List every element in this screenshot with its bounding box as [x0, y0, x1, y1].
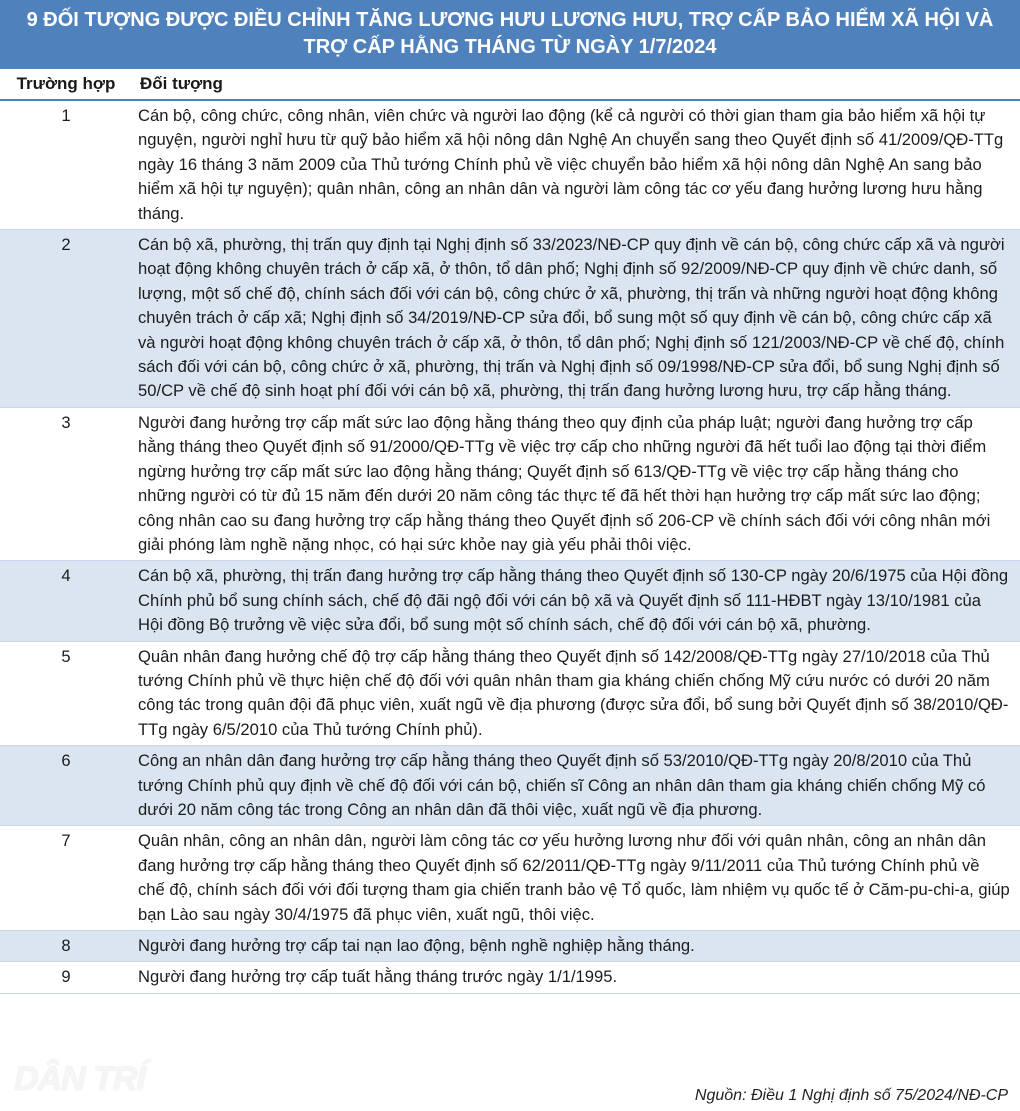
- case-number: 2: [0, 230, 132, 408]
- case-number: 5: [0, 641, 132, 746]
- header-case: Trường hợp: [0, 69, 132, 100]
- subject-text: Người đang hưởng trợ cấp tai nạn lao động, bệnh nghề nghiệp hằng tháng.: [132, 931, 1020, 962]
- subject-text: Công an nhân dân đang hưởng trợ cấp hằng tháng theo Quyết định số 53/2010/QĐ-TTg ngày 20/8/2010 của Thủ tướng Chính phủ quy định về chế độ đối với cán bộ, chiến sĩ Công an nhân dân tham gia kháng chiến chống Mỹ có dưới 20 năm công tác trong Công an nhân dân đã thôi việc, xuất ngũ về địa phương.: [132, 746, 1020, 826]
- table-row: [0, 931, 1020, 962]
- subject-text: Quân nhân đang hưởng chế độ trợ cấp hằng tháng theo Quyết định số 142/2008/QĐ-TTg ngày 27/10/2018 của Thủ tướng Chính phủ về thực hiện chế độ đối với quân nhân tham gia kháng chiến chống Mỹ cứu nước có dưới 20 năm công tác trong quân đội đã phục viên, xuất ngũ về địa phương (được sửa đổi, bổ sung bởi Quyết định số 38/2010/QĐ-TTg ngày 6/5/2010 của Thủ tướng Chính phủ).: [132, 641, 1020, 746]
- case-number: 3: [0, 407, 132, 560]
- table-row: [0, 746, 1020, 826]
- table-row: [0, 100, 1020, 230]
- table-header-row: [0, 69, 1020, 100]
- case-number: 8: [0, 931, 132, 962]
- source-note: Nguồn: Điều 1 Nghị định số 75/2024/NĐ-CP: [694, 1087, 1008, 1104]
- subjects-table: [0, 69, 1020, 994]
- case-number: 6: [0, 746, 132, 826]
- header-subject: Đối tượng: [132, 69, 1020, 100]
- table-row: [0, 230, 1020, 408]
- subject-text: Cán bộ xã, phường, thị trấn quy định tại Nghị định số 33/2023/NĐ-CP quy định về cán bộ, công chức cấp xã và người hoạt động không chuyên trách ở cấp xã, ở thôn, tổ dân phố; Nghị định số 92/2009/NĐ-CP quy định về chức danh, số lượng, một số chế độ, chính sách đối với cán bộ, công chức ở xã, phường, thị trấn và những người hoạt động không chuyên trách ở cấp xã; Nghị định số 34/2019/NĐ-CP sửa đổi, bổ sung một số quy định về cán bộ, công chức cấp xã và người hoạt động không chuyên trách ở cấp xã, ở thôn, tổ dân phố; Nghị định số 121/2003/NĐ-CP về chế độ, chính sách đối với cán bộ, công chức ở xã, phường, thị trấn và Nghị định số 09/1998/NĐ-CP sửa đổi, bổ sung Nghị định số 50/CP về chế độ sinh hoạt phí đối với cán bộ xã, phường, thị trấn đang hưởng lương hưu, trợ cấp hằng tháng.: [132, 230, 1020, 408]
- table-row: [0, 641, 1020, 746]
- subject-text: Cán bộ, công chức, công nhân, viên chức và người lao động (kể cả người có thời gian tham gia bảo hiểm xã hội tự nguyện, người nghỉ hưu từ quỹ bảo hiểm xã hội nông dân Nghệ An chuyển sang theo Quyết định số 41/2009/QĐ-TTg ngày 16 tháng 3 năm 2009 của Thủ tướng Chính phủ về việc chuyển bảo hiểm xã hội nông dân Nghệ An sang bảo hiểm xã hội tự nguyện); quân nhân, công an nhân dân và người làm công tác cơ yếu đang hưởng lương hưu hằng tháng.: [132, 100, 1020, 230]
- table-row: [0, 407, 1020, 560]
- case-number: 9: [0, 962, 132, 993]
- case-number: 7: [0, 826, 132, 931]
- table-row: [0, 826, 1020, 931]
- subject-text: Người đang hưởng trợ cấp mất sức lao động hằng tháng theo quy định của pháp luật; người đang hưởng trợ cấp hằng tháng theo Quyết định số 91/2000/QĐ-TTg về việc trợ cấp cho những người đã hết tuổi lao động tại thời điểm ngừng hưởng trợ cấp mất sức lao động hằng tháng; Quyết định số 613/QĐ-TTg về việc trợ cấp hằng tháng cho những người có từ đủ 15 năm đến dưới 20 năm công tác thực tế đã hết thời hạn hưởng trợ cấp mất sức lao động; công nhân cao su đang hưởng trợ cấp hằng tháng theo Quyết định số 206-CP về chính sách đối với công nhân mới giải phóng làm nghề nặng nhọc, có hại sức khỏe nay già yếu phải thôi việc.: [132, 407, 1020, 560]
- table-row: [0, 561, 1020, 641]
- subject-text: Người đang hưởng trợ cấp tuất hằng tháng trước ngày 1/1/1995.: [132, 962, 1020, 993]
- subject-text: Cán bộ xã, phường, thị trấn đang hưởng trợ cấp hằng tháng theo Quyết định số 130-CP ngày 20/6/1975 của Hội đồng Chính phủ bổ sung chính sách, chế độ đãi ngộ đối với cán bộ xã và Quyết định số 111-HĐBT ngày 13/10/1981 của Hội đồng Bộ trưởng về việc sửa đổi, bổ sung một số chính sách, chế độ đối với cán bộ xã, phường.: [132, 561, 1020, 641]
- page-title: 9 ĐỐI TƯỢNG ĐƯỢC ĐIỀU CHỈNH TĂNG LƯƠNG HƯU LƯƠNG HƯU, TRỢ CẤP BẢO HIỂM XÃ HỘI VÀ TRỢ CẤP HẰNG THÁNG TỪ NGÀY 1/7/2024: [0, 0, 1020, 69]
- subject-text: Quân nhân, công an nhân dân, người làm công tác cơ yếu hưởng lương như đối với quân nhân, công an nhân dân đang hưởng trợ cấp hằng tháng theo Quyết định số 62/2011/QĐ-TTg ngày 9/11/2011 của Thủ tướng Chính phủ về chế độ, chính sách đối với đối tượng tham gia chiến tranh bảo vệ Tổ quốc, làm nhiệm vụ quốc tế ở Căm-pu-chi-a, giúp bạn Lào sau ngày 30/4/1975 đã phục viên, xuất ngũ, thôi việc.: [132, 826, 1020, 931]
- table-row: [0, 962, 1020, 993]
- case-number: 4: [0, 561, 132, 641]
- case-number: 1: [0, 100, 132, 230]
- watermark-logo: DÂN TRÍ: [14, 1060, 145, 1098]
